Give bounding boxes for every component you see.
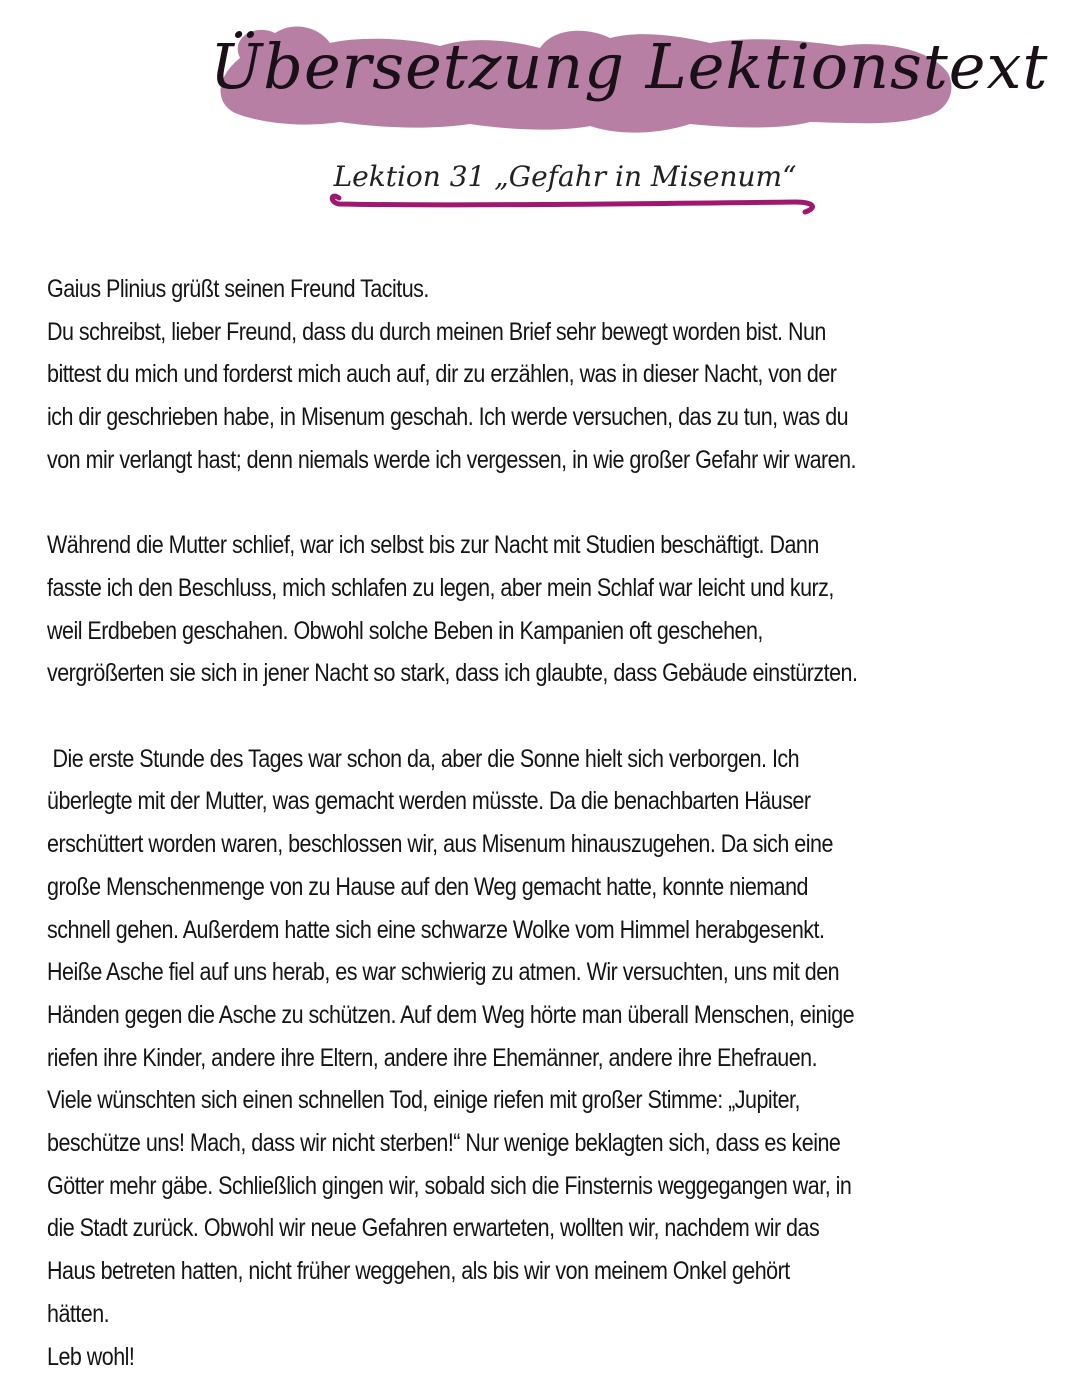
paragraph-greeting (47, 268, 1053, 482)
text-line: Die erste Stunde des Tages war schon da, aber die Sonne hielt sich verborgen. Ich (47, 744, 800, 773)
translation-text (47, 268, 1053, 1378)
text-line: von mir verlangt hast; denn niemals werde ich vergessen, in wie großer Gefahr wir waren. (47, 445, 857, 474)
text-line: Du schreibst, lieber Freund, dass du durch meinen Brief sehr bewegt worden bist. Nun (47, 317, 826, 346)
text-line: Götter mehr gäbe. Schließlich gingen wir, sobald sich die Finsternis weggegangen war, in (47, 1171, 852, 1200)
text-line: beschütze uns! Mach, dass wir nicht sterben!“ Nur wenige beklagten sich, dass es keine (47, 1129, 841, 1158)
paragraph-spacer (47, 482, 1053, 525)
subtitle-underline (325, 180, 825, 220)
text-line: Viele wünschten sich einen schnellen Tod, einige riefen mit großer Stimme: „Jupiter, (47, 1086, 800, 1115)
paragraph-spacer (47, 695, 1053, 738)
text-line: bittest du mich und forderst mich auch auf, dir zu erzählen, was in dieser Nacht, von der (47, 360, 837, 389)
paragraph-escape (47, 738, 1053, 1379)
text-line: weil Erdbeben geschahen. Obwohl solche Beben in Kampanien oft geschehen, (47, 616, 763, 645)
lesson-subtitle: Lektion 31 „Gefahr in Misenum“ (333, 160, 797, 193)
text-line: hätten. (47, 1299, 110, 1328)
text-line: Während die Mutter schlief, war ich selbst bis zur Nacht mit Studien beschäftigt. Dann (47, 531, 819, 560)
text-line: Haus betreten hatten, nicht früher weggehen, als bis wir von meinem Onkel gehört (47, 1257, 790, 1286)
text-line: schnell gehen. Außerdem hatte sich eine schwarze Wolke vom Himmel herabgesenkt. (47, 915, 825, 944)
subtitle-banner (325, 158, 825, 222)
closing-line: Leb wohl! (47, 1342, 135, 1371)
text-line: Heiße Asche fiel auf uns herab, es war schwierig zu atmen. Wir versuchten, uns mit den (47, 958, 840, 987)
paragraph-night (47, 524, 1053, 695)
text-line: fasste ich den Beschluss, mich schlafen zu legen, aber mein Schlaf war leicht und kurz, (47, 573, 834, 602)
text-line: überlegte mit der Mutter, was gemacht werden müsste. Da die benachbarten Häuser (47, 787, 811, 816)
text-line: riefen ihre Kinder, andere ihre Eltern, andere ihre Ehemänner, andere ihre Ehefrauen. (47, 1043, 818, 1072)
text-line: Händen gegen die Asche zu schützen. Auf dem Weg hörte man überall Menschen, einige (47, 1000, 855, 1029)
title-banner (210, 18, 1049, 138)
text-line: Gaius Plinius grüßt seinen Freund Tacitus. (47, 275, 429, 303)
page-title: Übersetzung Lektionstext (210, 30, 1049, 103)
text-line: vergrößerten sie sich in jener Nacht so stark, dass ich glaubte, dass Gebäude einstürzten. (47, 659, 858, 688)
text-line: ich dir geschrieben habe, in Misenum geschah. Ich werde versuchen, das zu tun, was du (47, 403, 849, 432)
text-line: erschüttert worden waren, beschlossen wir, aus Misenum hinauszugehen. Da sich eine (47, 830, 833, 859)
text-line: große Menschenmenge von zu Hause auf den Weg gemacht hatte, konnte niemand (47, 872, 809, 901)
text-line: die Stadt zurück. Obwohl wir neue Gefahren erwarteten, wollten wir, nachdem wir das (47, 1214, 820, 1243)
